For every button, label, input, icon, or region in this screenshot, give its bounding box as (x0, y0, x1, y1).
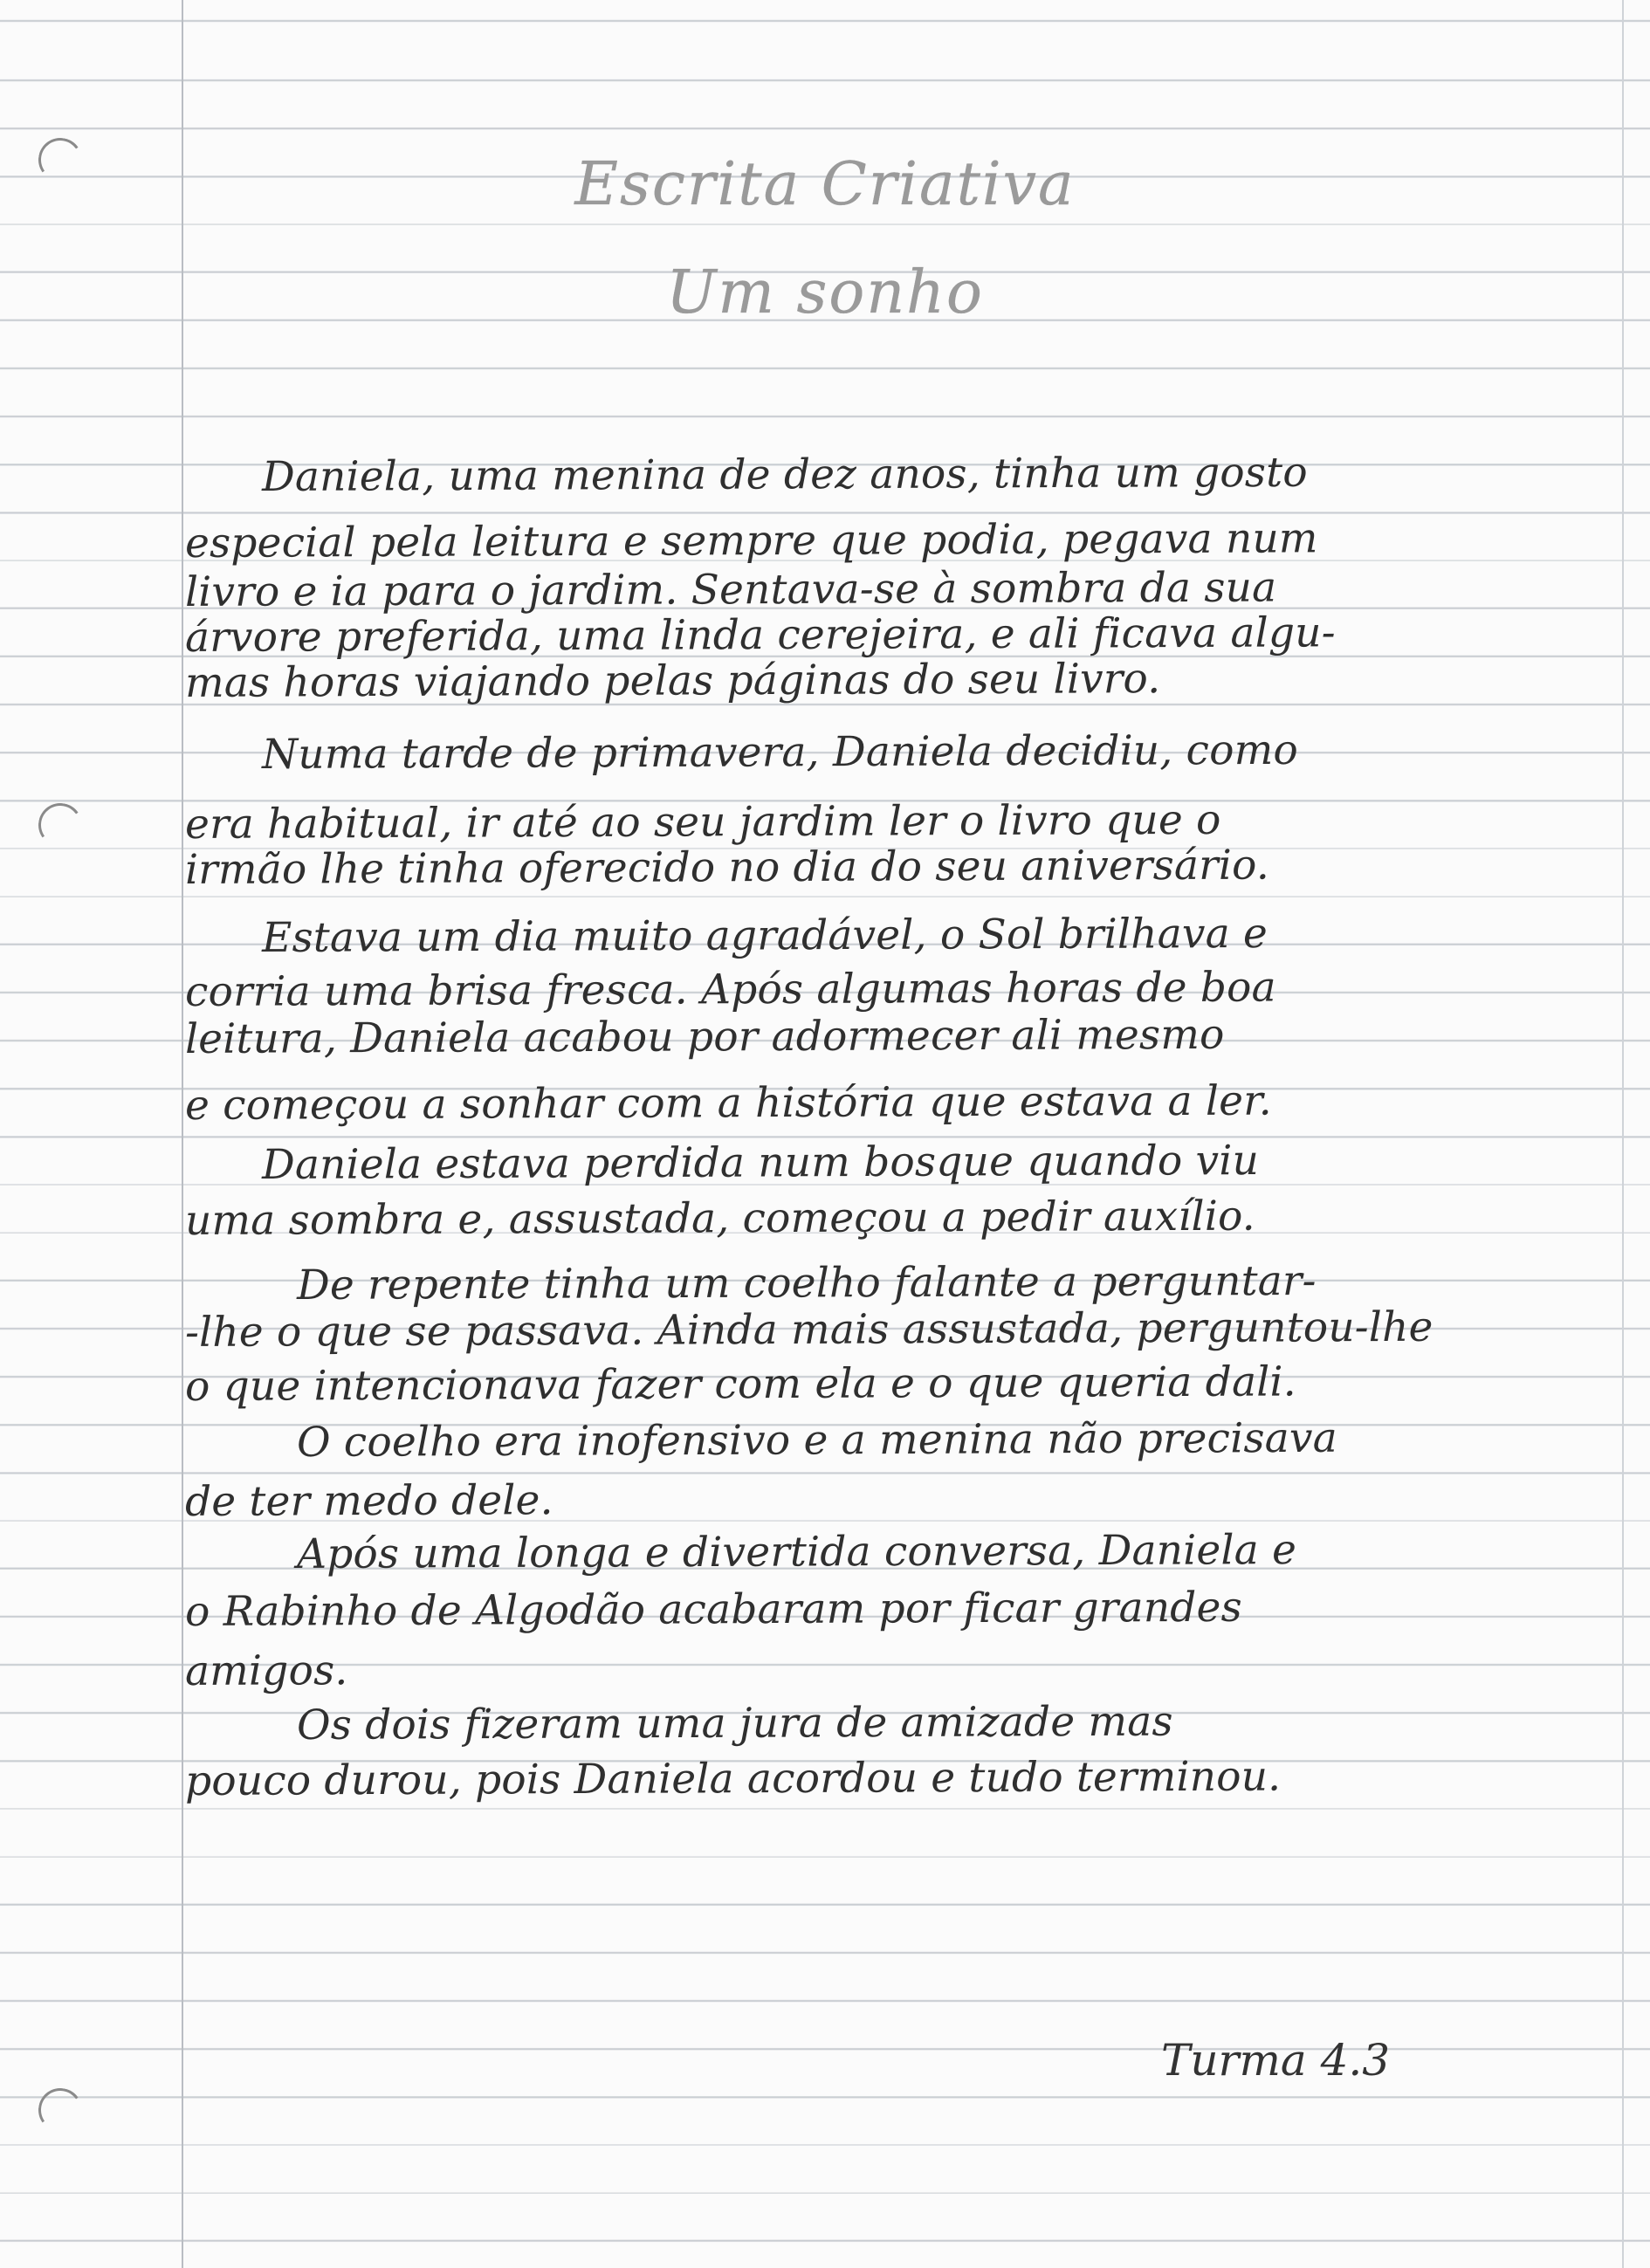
text-line: -lhe o que se passava. Ainda mais assustada, perguntou-lhe (184, 1302, 1433, 1357)
text-line: mas horas viajando pelas páginas do seu livro. (184, 655, 1161, 707)
text-line: o que intencionava fazer com ela e o que queria dali. (184, 1357, 1296, 1411)
text-line: o Rabinho de Algodão acabaram por ficar grandes (184, 1583, 1242, 1636)
text-line: árvore preferida, uma linda cerejeira, e ali ficava algu- (184, 608, 1336, 662)
document-title: Escrita Criativa (574, 150, 1076, 219)
text-line: especial pela leitura e sempre que podia, pegava num (184, 514, 1318, 567)
right-margin-line (1622, 0, 1624, 2268)
text-line: corria uma brisa fresca. Após algumas horas de boa (184, 963, 1276, 1016)
document-subtitle: Um sonho (666, 258, 984, 327)
text-line: pouco durou, pois Daniela acordou e tudo terminou. (184, 1752, 1282, 1805)
text-line: uma sombra e, assustada, começou a pedir auxílio. (184, 1192, 1255, 1245)
text-line: O coelho era inofensivo e a menina não precisava (296, 1413, 1338, 1467)
text-line: Daniela, uma menina de dez anos, tinha um gosto (261, 448, 1308, 501)
left-margin-line (182, 0, 183, 2268)
class-signature: Turma 4.3 (1161, 2035, 1391, 2086)
text-line: Numa tarde de primavera, Daniela decidiu, como (261, 725, 1299, 779)
binder-hole-mark (35, 800, 86, 850)
text-line: amigos. (184, 1646, 348, 1695)
text-line: Após uma longa e divertida conversa, Daniela e (296, 1526, 1297, 1578)
binder-hole-mark (35, 2085, 86, 2135)
text-line: livro e ia para o jardim. Sentava-se à sombra da sua (184, 563, 1277, 616)
text-line: e começou a sonhar com a história que estava a ler. (184, 1076, 1272, 1130)
text-line: leitura, Daniela acabou por adormecer ali mesmo (184, 1010, 1225, 1063)
text-line: era habitual, ir até ao seu jardim ler o livro que o (184, 795, 1221, 849)
text-line: Daniela estava perdida num bosque quando viu (261, 1137, 1260, 1189)
text-line: irmão lhe tinha oferecido no dia do seu aniversário. (184, 841, 1270, 894)
text-line: de ter medo dele. (184, 1476, 553, 1526)
text-line: Estava um dia muito agradável, o Sol brilhava e (261, 909, 1268, 962)
text-line: De repente tinha um coelho falante a perguntar- (296, 1256, 1317, 1309)
text-line: Os dois fizeram uma jura de amizade mas (296, 1697, 1173, 1749)
